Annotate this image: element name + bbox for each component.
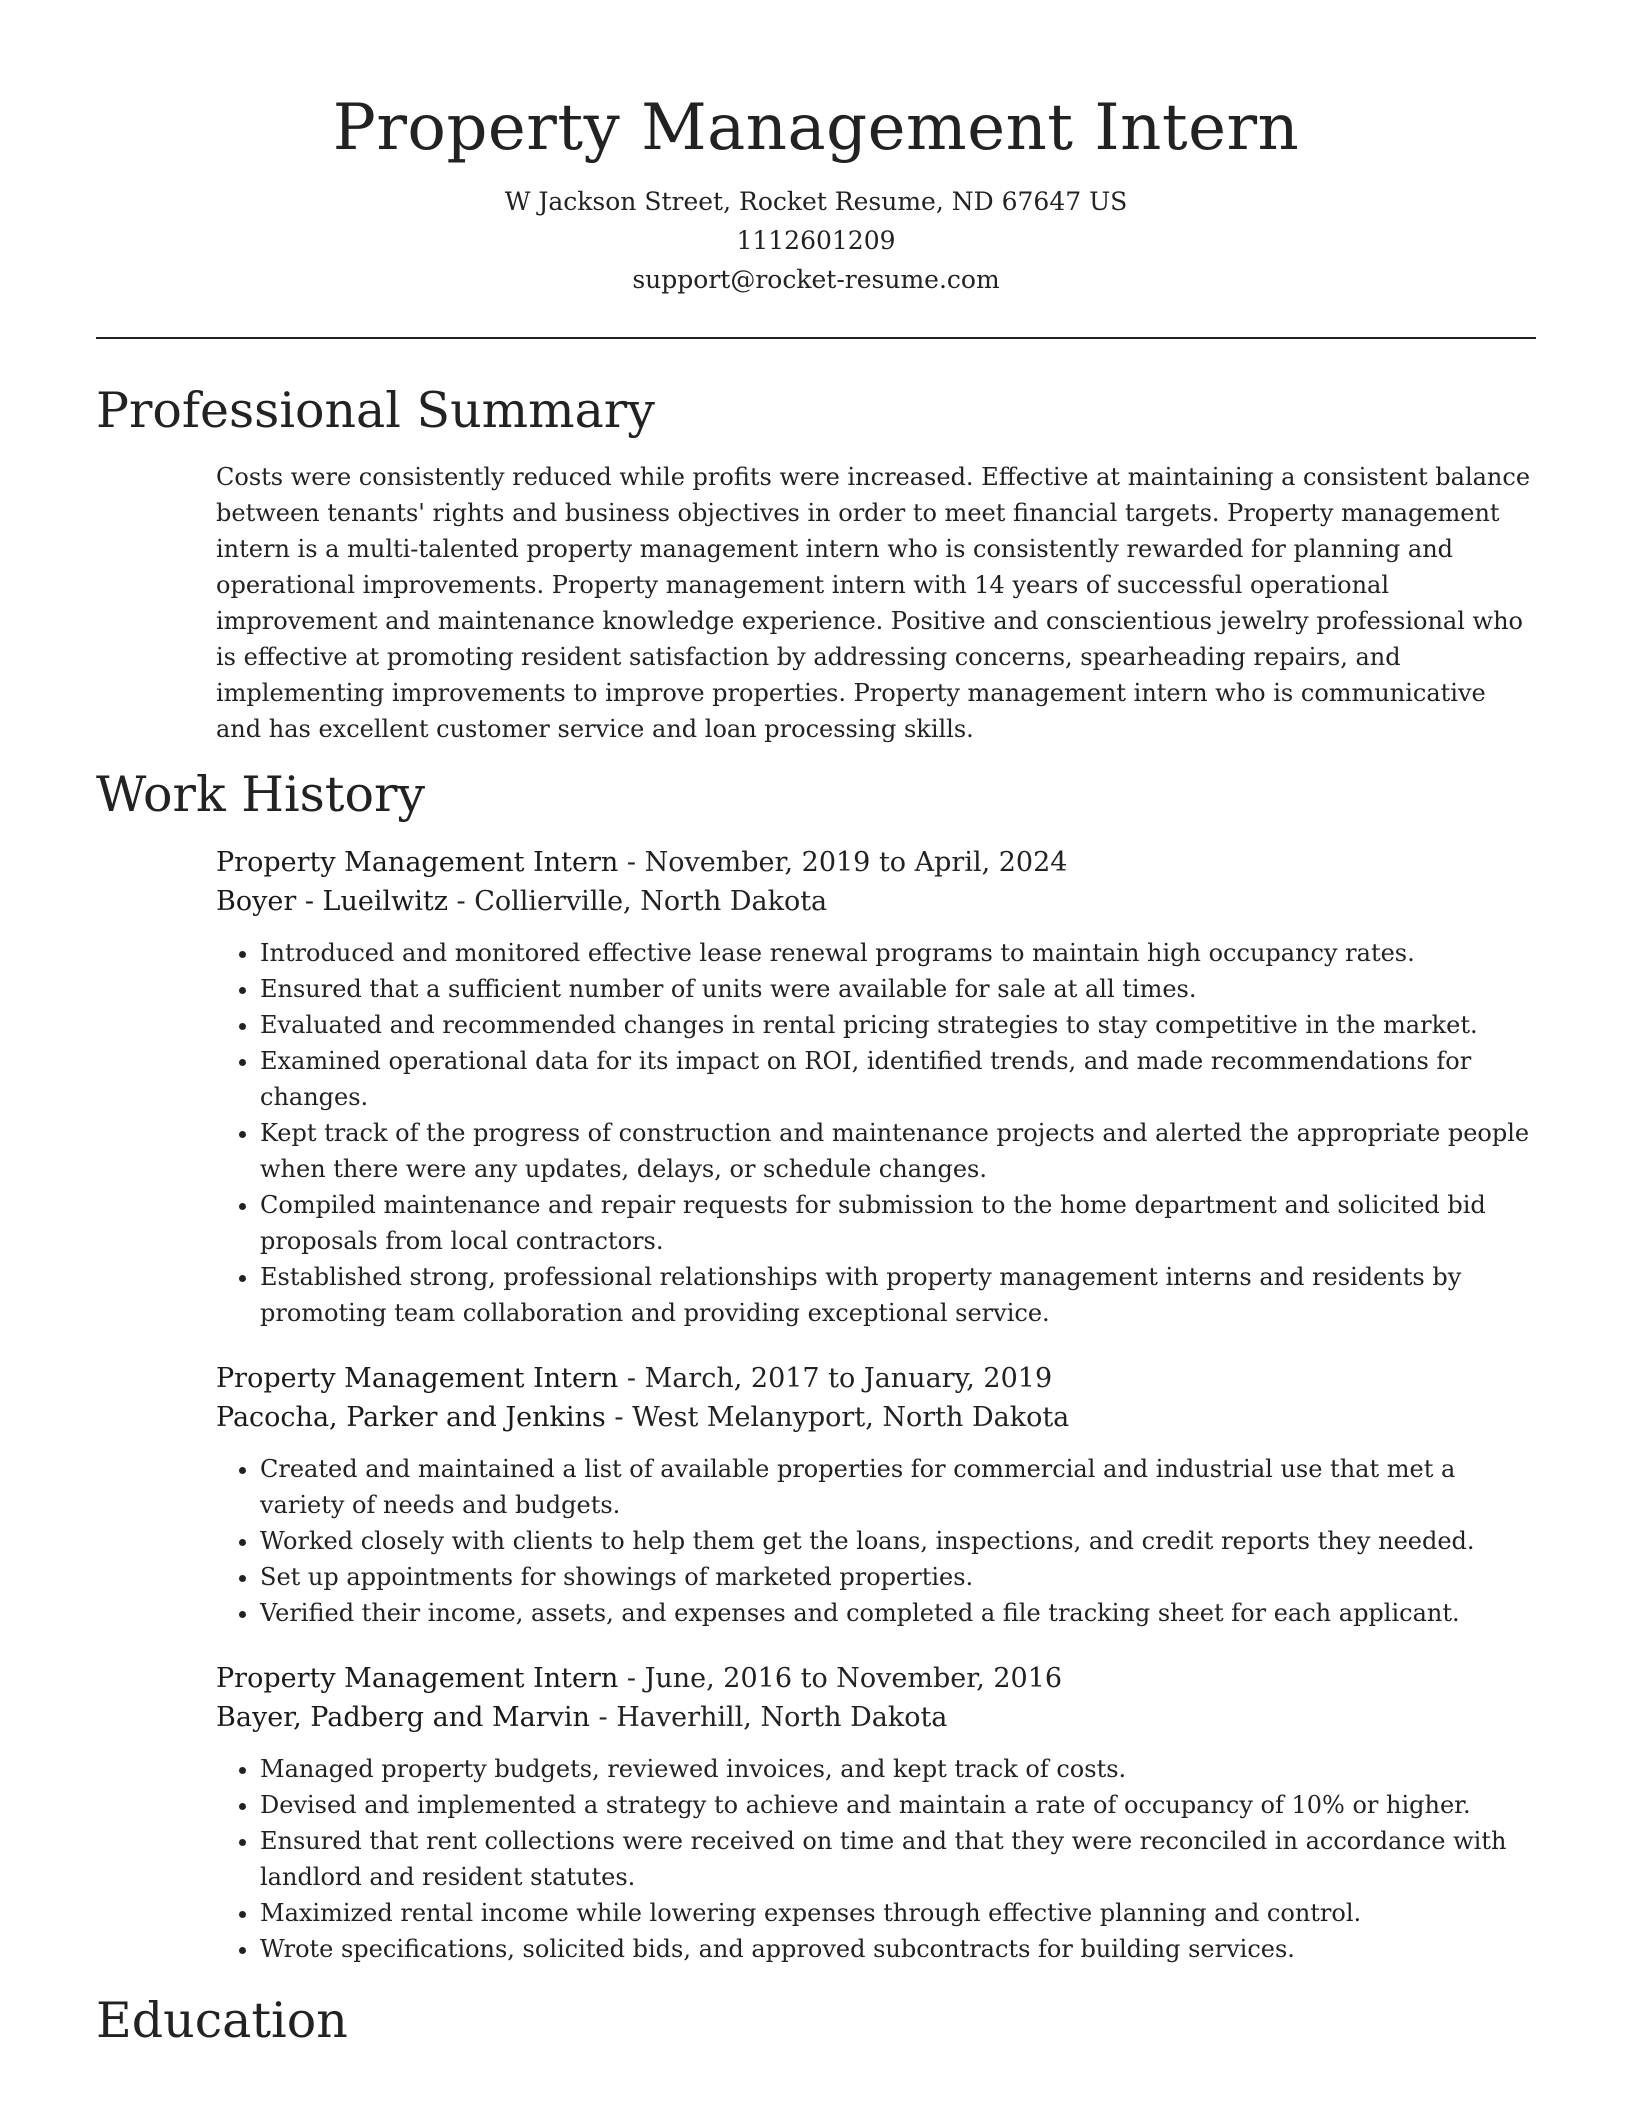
contact-address: W Jackson Street, Rocket Resume, ND 67647 US	[504, 187, 1128, 216]
section-title-work-history: Work History	[96, 766, 426, 823]
job-company-line	[216, 882, 1536, 921]
job-bullet: • Verified their income, assets, and expenses and completed a file tracking sheet for each applicant.	[260, 1595, 1536, 1631]
job-location: Haverhill, North Dakota	[616, 1702, 948, 1733]
job-title: Property Management Intern	[216, 1663, 619, 1694]
job-location: West Melanyport, North Dakota	[632, 1402, 1070, 1433]
job-entry	[216, 1659, 1536, 1967]
job-bullets	[216, 1751, 1536, 1967]
job-separator: -	[589, 1702, 617, 1733]
job-bullet: • Created and maintained a list of available properties for commercial and industrial use that met a variety of needs and budgets.	[260, 1451, 1536, 1523]
section-title-education: Education	[96, 1992, 348, 2049]
job-bullet: • Ensured that rent collections were received on time and that they were reconciled in accordance with landlord and resident statutes.	[260, 1823, 1536, 1895]
job-bullets	[216, 1451, 1536, 1631]
resume-name: Property Management Intern	[332, 91, 1300, 165]
summary-text: Costs were consistently reduced while profits were increased. Effective at maintaining a consistent balance between tenants' rights and business objectives in order to meet financial targets. Property management intern is a multi-talented property management intern who is consistently rewarded for planning and operational improvements. Property management intern with 14 years of successful operational improvement and maintenance knowledge experience. Positive and conscientious jewelry professional who is effective at promoting resident satisfaction by addressing concerns, spearheading repairs, and implementing improvements to improve properties. Property management intern who is communicative and has excellent customer service and loan processing skills.	[216, 463, 1531, 743]
job-bullets	[216, 935, 1536, 1331]
job-location: Collierville, North Dakota	[474, 886, 828, 917]
job-company-line	[216, 1398, 1536, 1437]
job-bullet: • Worked closely with clients to help them get the loans, inspections, and credit reports they needed.	[260, 1523, 1536, 1559]
job-bullet: • Devised and implemented a strategy to achieve and maintain a rate of occupancy of 10% or higher.	[260, 1787, 1536, 1823]
resume-header	[96, 0, 1536, 299]
job-title-line	[216, 843, 1536, 882]
job-bullet: • Ensured that a sufficient number of units were available for sale at all times.	[260, 971, 1536, 1007]
job-dates: March, 2017 to January, 2019	[644, 1363, 1053, 1394]
work-history-section	[96, 765, 1536, 1967]
job-separator: -	[618, 1363, 645, 1394]
job-dates: November, 2019 to April, 2024	[644, 847, 1068, 878]
job-bullet: • Set up appointments for showings of marketed properties.	[260, 1559, 1536, 1595]
job-company: Pacocha, Parker and Jenkins	[216, 1402, 606, 1433]
job-bullet: • Maximized rental income while lowering expenses through effective planning and control.	[260, 1895, 1536, 1931]
job-bullet: • Introduced and monitored effective lease renewal programs to maintain high occupancy rates.	[260, 935, 1536, 971]
job-separator: -	[618, 1663, 645, 1694]
job-separator: -	[447, 886, 475, 917]
job-separator: -	[605, 1402, 633, 1433]
job-bullet: • Managed property budgets, reviewed invoices, and kept track of costs.	[260, 1751, 1536, 1787]
job-entry	[216, 843, 1536, 1331]
job-company: Bayer, Padberg and Marvin	[216, 1702, 590, 1733]
job-company: Boyer - Lueilwitz	[216, 886, 448, 917]
job-entry	[216, 1359, 1536, 1631]
job-bullet: • Examined operational data for its impact on ROI, identified trends, and made recommendations for changes.	[260, 1043, 1536, 1115]
job-title: Property Management Intern	[216, 1363, 619, 1394]
job-bullet: • Established strong, professional relationships with property management interns and residents by promoting team collaboration and providing exceptional service.	[260, 1259, 1536, 1331]
header-divider	[96, 337, 1536, 339]
job-dates: June, 2016 to November, 2016	[644, 1663, 1063, 1694]
job-bullet: • Compiled maintenance and repair requests for submission to the home department and solicited bid proposals from local contractors.	[260, 1187, 1536, 1259]
summary-body	[216, 459, 1536, 747]
job-title-line	[216, 1359, 1536, 1398]
work-history-body	[216, 843, 1536, 1967]
job-separator: -	[618, 847, 645, 878]
job-title: Property Management Intern	[216, 847, 619, 878]
job-title-line	[216, 1659, 1536, 1698]
professional-summary-section	[96, 381, 1536, 747]
contact-phone: 1112601209	[736, 226, 896, 255]
job-bullet: • Wrote specifications, solicited bids, and approved subcontracts for building services.	[260, 1931, 1536, 1967]
contact-email: support@rocket-resume.com	[632, 265, 1000, 294]
education-section	[96, 1991, 1536, 2051]
section-title-summary: Professional Summary	[96, 382, 655, 439]
job-company-line	[216, 1698, 1536, 1737]
job-bullet: • Evaluated and recommended changes in rental pricing strategies to stay competitive in the market.	[260, 1007, 1536, 1043]
job-bullet: • Kept track of the progress of construction and maintenance projects and alerted the appropriate people when there were any updates, delays, or schedule changes.	[260, 1115, 1536, 1187]
